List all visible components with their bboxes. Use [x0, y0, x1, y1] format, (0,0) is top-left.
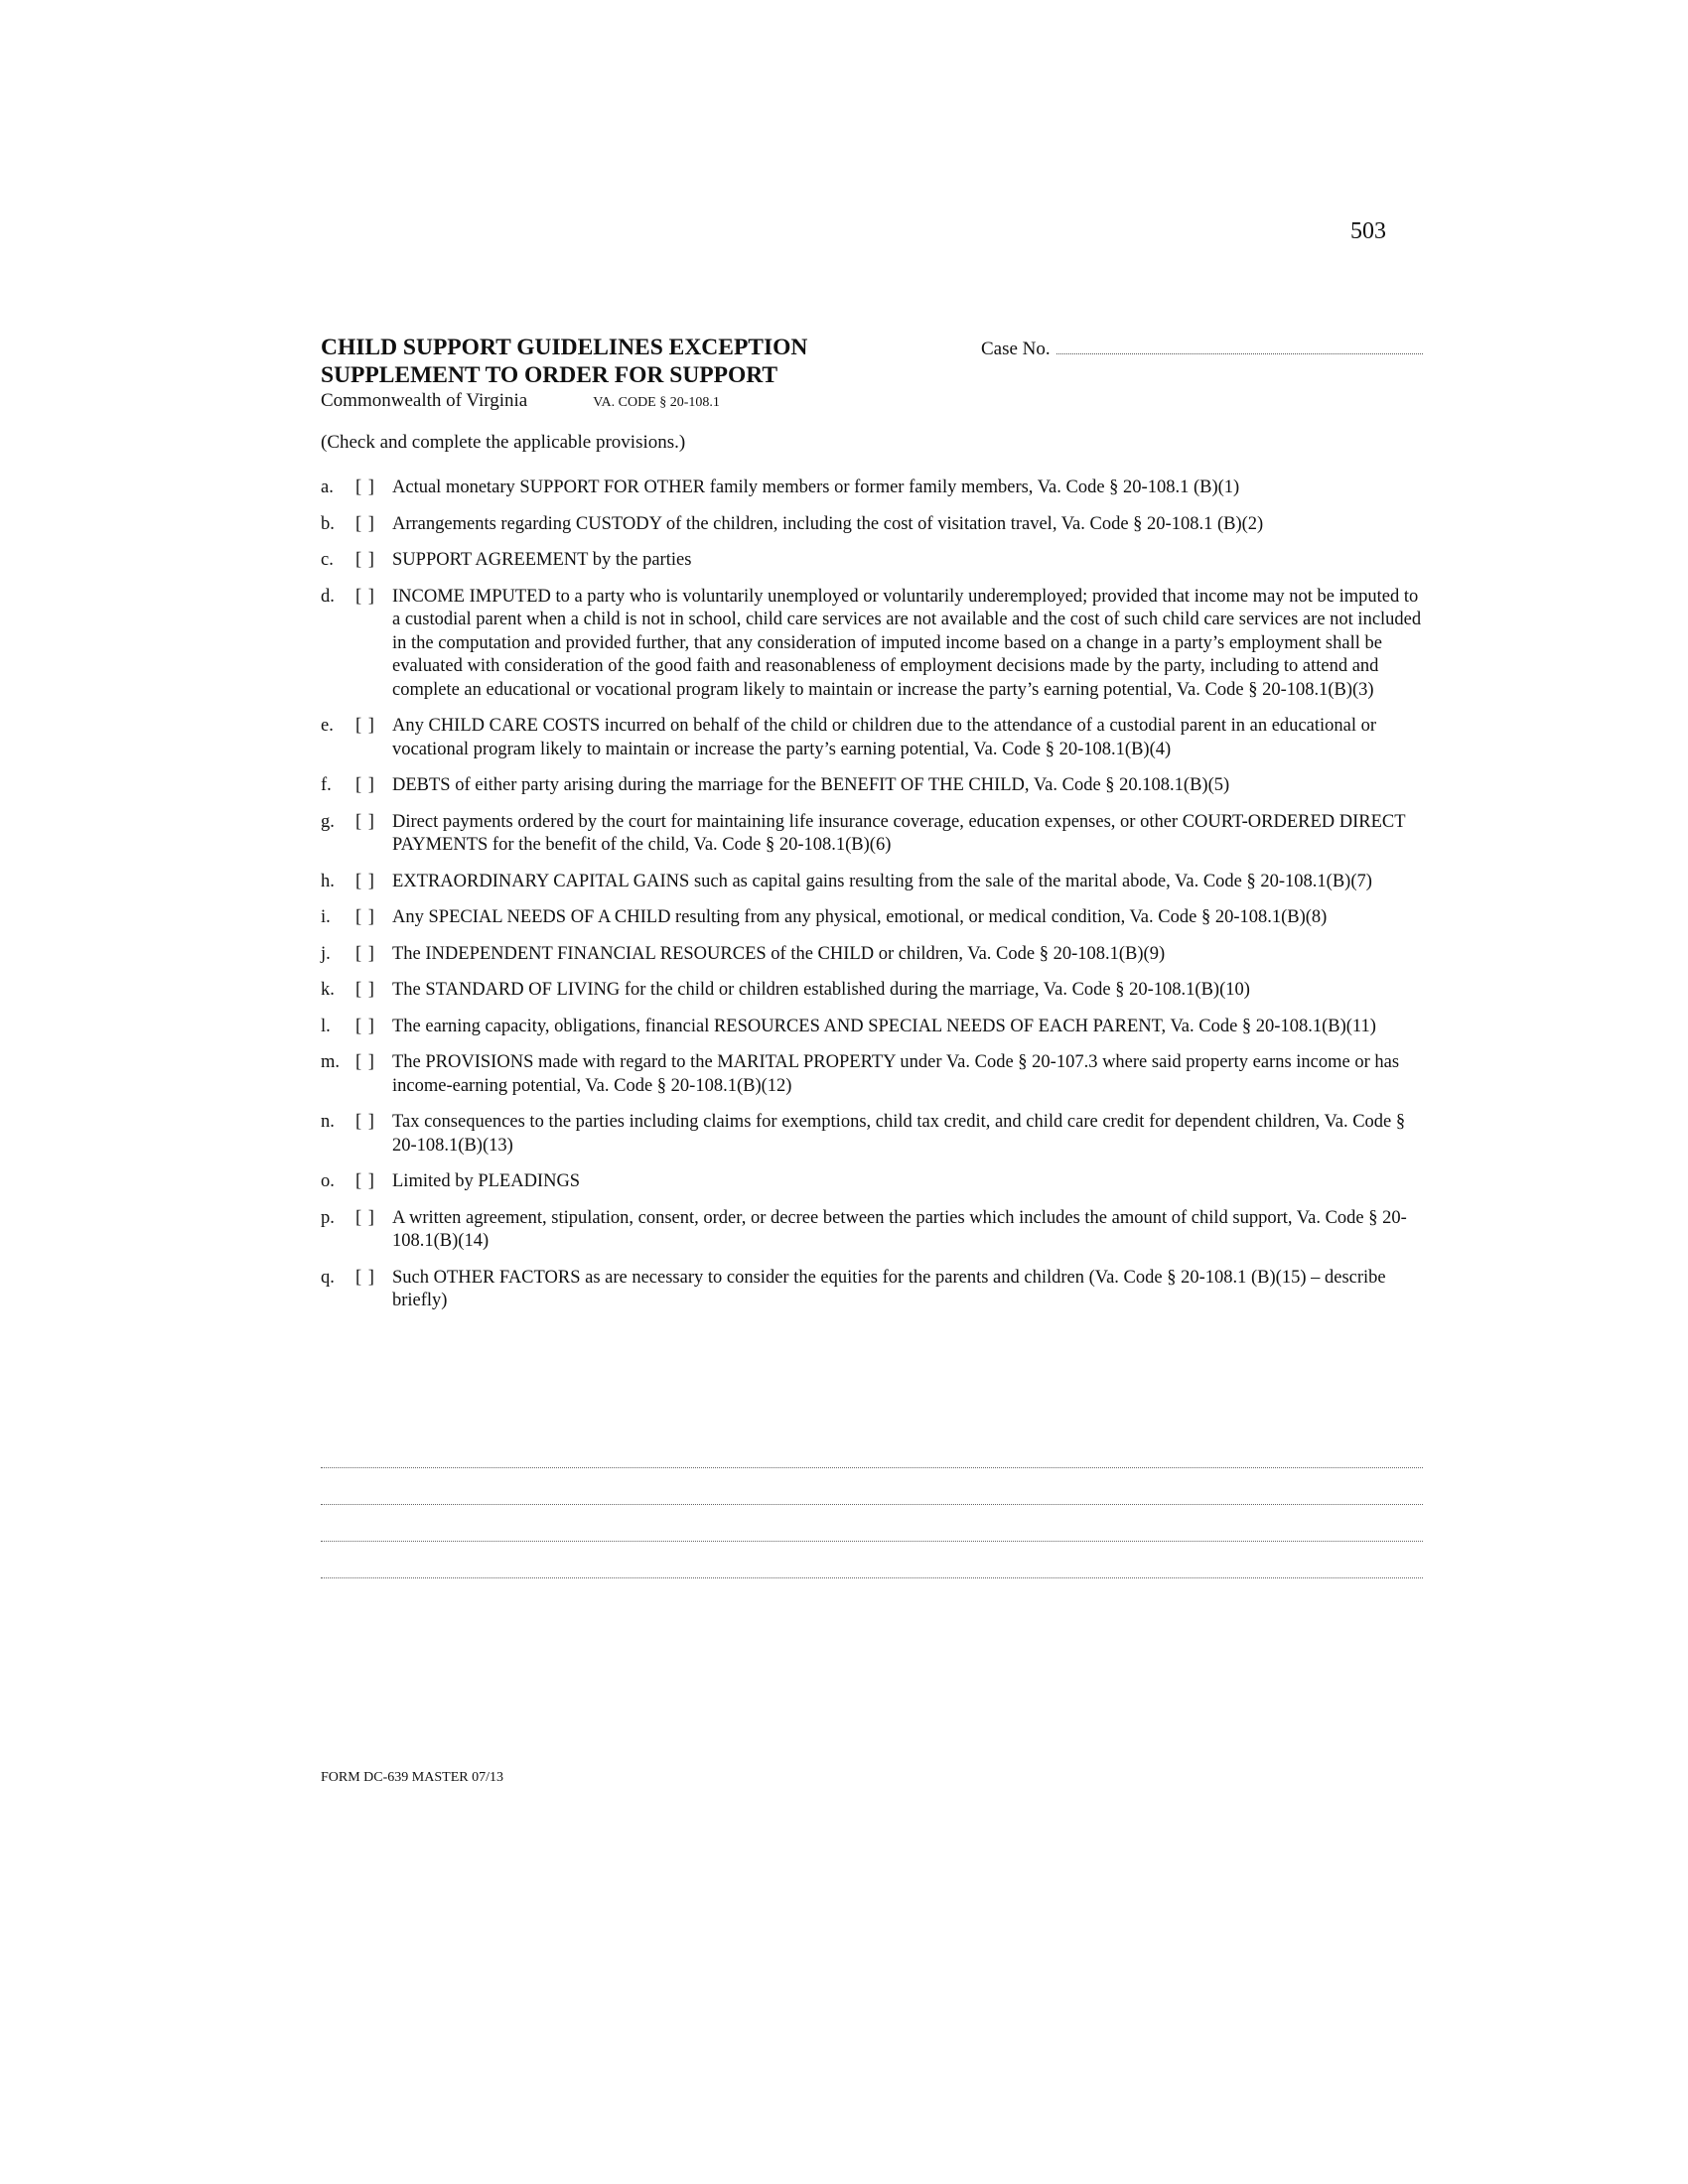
provision-checkbox[interactable]: [ ]: [355, 586, 375, 607]
provision-checkbox[interactable]: [ ]: [355, 1052, 375, 1072]
describe-line[interactable]: [321, 1505, 1423, 1542]
provision-text: Direct payments ordered by the court for maintaining life insurance coverage, education expenses, or other COURT-ORDERED DIRECT PAYMENTS for the benefit of the child, Va. Code § 20-108.1(B)(6): [392, 811, 1406, 855]
jurisdiction: Commonwealth of Virginia: [321, 390, 528, 411]
provision-letter: k.: [321, 980, 335, 1000]
provision-checkbox[interactable]: [ ]: [355, 1207, 375, 1228]
provision-item: [321, 586, 1423, 703]
provision-letter: j.: [321, 943, 331, 964]
form-header: [321, 334, 1423, 415]
provision-letter: h.: [321, 871, 335, 891]
provision-item: [321, 811, 1423, 858]
code-reference: VA. CODE § 20-108.1: [593, 395, 720, 410]
provision-checkbox[interactable]: [ ]: [355, 1267, 375, 1288]
provision-item: [321, 1111, 1423, 1158]
provision-text: EXTRAORDINARY CAPITAL GAINS such as capital gains resulting from the sale of the marital abode, Va. Code § 20-108.1(B)(7): [392, 871, 1372, 891]
provision-item: [321, 1267, 1423, 1313]
provision-item: [321, 1016, 1423, 1039]
provision-item: [321, 715, 1423, 761]
provision-letter: g.: [321, 811, 335, 832]
provision-checkbox[interactable]: [ ]: [355, 1016, 375, 1036]
provision-list: [321, 477, 1423, 1326]
describe-line[interactable]: [321, 1432, 1423, 1468]
provision-checkbox[interactable]: [ ]: [355, 775, 375, 795]
describe-line[interactable]: [321, 1468, 1423, 1505]
provision-text: INCOME IMPUTED to a party who is voluntarily unemployed or voluntarily underemployed; provided that income may not be imputed to a custodial parent when a child is not in school, child care services are not available and the cost of such child care services are not included in the computation and provided further, that any consideration of imputed income based on a change in a party’s employment shall be evaluated with consideration of the good faith and reasonableness of employment decisions made by the party, including to attend and complete an educational or vocational program likely to maintain or increase the party’s earning potential, Va. Code § 20-108.1(B)(3): [392, 586, 1422, 700]
provision-checkbox[interactable]: [ ]: [355, 478, 375, 497]
provision-letter: o.: [321, 1171, 335, 1191]
form-title-line-1: CHILD SUPPORT GUIDELINES EXCEPTION: [321, 335, 808, 360]
case-number-blank[interactable]: [1056, 338, 1423, 354]
provision-item: [321, 1051, 1423, 1098]
provision-item: [321, 979, 1423, 1003]
provision-item: [321, 1207, 1423, 1254]
page-number: 503: [1350, 218, 1386, 244]
provision-item: [321, 906, 1423, 930]
provision-item: [321, 871, 1423, 894]
provision-text: Any SPECIAL NEEDS OF A CHILD resulting from any physical, emotional, or medical condition, Va. Code § 20-108.1(B)(8): [392, 907, 1328, 927]
describe-line[interactable]: [321, 1542, 1423, 1578]
provision-letter: q.: [321, 1267, 335, 1288]
provision-checkbox[interactable]: [ ]: [355, 907, 375, 927]
provision-letter: a.: [321, 478, 334, 497]
provision-text: The PROVISIONS made with regard to the MARITAL PROPERTY under Va. Code § 20-107.3 where said property earns income or has income-earning potential, Va. Code § 20-108.1(B)(12): [392, 1052, 1400, 1096]
provision-item: [321, 549, 1423, 573]
case-number-label: Case No.: [981, 339, 1051, 359]
provision-text: The INDEPENDENT FINANCIAL RESOURCES of the CHILD or children, Va. Code § 20-108.1(B)(9): [392, 943, 1166, 964]
provision-item: [321, 943, 1423, 967]
provision-item: [321, 774, 1423, 798]
provision-letter: n.: [321, 1112, 335, 1132]
provision-letter: e.: [321, 716, 334, 736]
provision-text: The earning capacity, obligations, financial RESOURCES AND SPECIAL NEEDS OF EACH PARENT, Va. Code § 20-108.1(B)(11): [392, 1016, 1376, 1036]
provision-letter: d.: [321, 586, 335, 607]
provision-checkbox[interactable]: [ ]: [355, 716, 375, 736]
provision-item: [321, 1170, 1423, 1194]
provision-letter: c.: [321, 550, 334, 570]
provision-text: A written agreement, stipulation, consent, order, or decree between the parties which includes the amount of child support, Va. Code § 20-108.1(B)(14): [392, 1207, 1407, 1251]
provision-checkbox[interactable]: [ ]: [355, 513, 375, 534]
provision-letter: l.: [321, 1016, 331, 1036]
provision-text: Such OTHER FACTORS as are necessary to consider the equities for the parents and children (Va. Code § 20-108.1 (B)(15) – describe briefly): [392, 1267, 1386, 1310]
provision-letter: m.: [321, 1052, 341, 1072]
provision-checkbox[interactable]: [ ]: [355, 980, 375, 1000]
provision-checkbox[interactable]: [ ]: [355, 550, 375, 570]
provision-checkbox[interactable]: [ ]: [355, 1171, 375, 1191]
jurisdiction-line: [321, 389, 1423, 415]
provision-text: The STANDARD OF LIVING for the child or children established during the marriage, Va. Code § 20-108.1(B)(10): [392, 980, 1250, 1000]
form-id: FORM DC-639 MASTER 07/13: [321, 1770, 503, 1785]
provision-text: SUPPORT AGREEMENT by the parties: [392, 550, 692, 570]
provision-letter: p.: [321, 1207, 335, 1228]
provision-item: [321, 513, 1423, 537]
form-title-line-2: SUPPLEMENT TO ORDER FOR SUPPORT: [321, 362, 778, 388]
provision-letter: i.: [321, 907, 331, 927]
describe-lines: [321, 1432, 1423, 1578]
provision-text: Tax consequences to the parties including claims for exemptions, child tax credit, and child care credit for dependent children, Va. Code § 20-108.1(B)(13): [392, 1112, 1406, 1156]
provision-letter: f.: [321, 775, 332, 795]
provision-checkbox[interactable]: [ ]: [355, 811, 375, 832]
provision-letter: b.: [321, 513, 335, 534]
provision-item: [321, 477, 1423, 500]
case-number-field[interactable]: [981, 338, 1423, 360]
provision-checkbox[interactable]: [ ]: [355, 943, 375, 964]
provision-checkbox[interactable]: [ ]: [355, 1112, 375, 1132]
provision-checkbox[interactable]: [ ]: [355, 871, 375, 891]
provision-text: Limited by PLEADINGS: [392, 1171, 581, 1191]
provision-text: Arrangements regarding CUSTODY of the children, including the cost of visitation travel, Va. Code § 20-108.1 (B)(2): [392, 513, 1264, 534]
provision-text: Any CHILD CARE COSTS incurred on behalf of the child or children due to the attendance of a custodial parent in an educational or vocational program likely to maintain or increase the party’s earning potential, Va. Code § 20-108.1(B)(4): [392, 716, 1377, 759]
provision-text: Actual monetary SUPPORT FOR OTHER family members or former family members, Va. Code § 20-108.1 (B)(1): [392, 478, 1240, 497]
provision-text: DEBTS of either party arising during the marriage for the BENEFIT OF THE CHILD, Va. Code § 20.108.1(B)(5): [392, 775, 1230, 795]
instructions: (Check and complete the applicable provisions.): [321, 432, 686, 453]
